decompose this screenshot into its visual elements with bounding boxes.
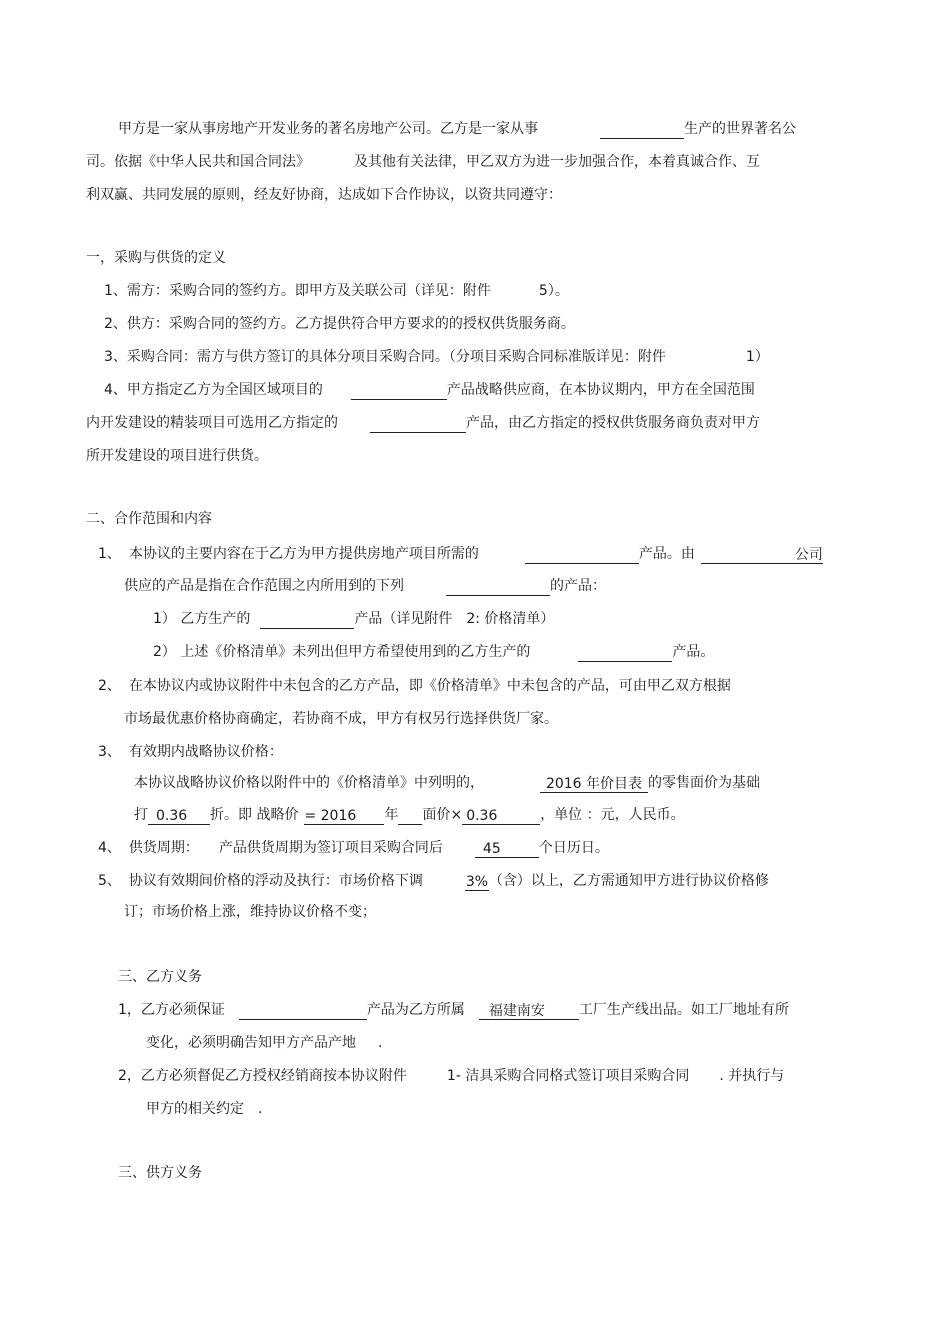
section-heading: 二、合作范围和内容 [86,511,212,527]
blank-field [578,643,672,662]
list-item: 1，乙方必须保证 产品为乙方所属 福建南安 工厂生产线出品。如工厂地址有所 [118,1002,789,1019]
list-item: 2、供方：采购合同的签约方。乙方提供符合甲方要求的的授权供货服务商。 [104,316,575,332]
blank-field [525,545,639,564]
list-item-continuation: 变化，必须明确告知甲方产品产地 . [146,1035,383,1051]
year-field: = 2016 [304,806,384,825]
list-item: 2，乙方必须督促乙方授权经销商按本协议附件 1- 洁具采购合同格式签订项目采购合同 . 并执行与 [118,1068,785,1084]
blank-field [370,414,466,433]
list-item: 2、 在本协议内或协议附件中未包含的乙方产品，即《价格清单》中未包含的产品，可由甲乙双方根据 [98,678,731,694]
price-basis-line: 本协议战略协议价格以附件中的《价格清单》中列明的， 2016 年价目表 的零售面价为基础 [134,775,760,792]
section-heading: 三、乙方义务 [118,969,202,985]
intro-text: 司。依据《中华人民共和国合同法》 [86,154,310,170]
blank-field [351,381,447,400]
list-item-continuation: 供应的产品是指在合作范围之内所用到的下列 的产品： [124,578,606,594]
list-item: 1、需方：采购合同的签约方。即甲方及关联公司（详见：附件 5）。 [104,283,569,299]
list-item-continuation: 甲方的相关约定 . [146,1101,263,1117]
list-item: 4、 供货周期： 产品供货周期为签订项目采购合同后 45 个日历日。 [98,840,609,857]
blank-field [446,577,550,596]
price-list-year-field: 2016 年价目表 [540,774,648,793]
intro-line-2 [86,152,760,172]
list-item-continuation: 内开发建设的精装项目可选用乙方指定的 产品，由乙方指定的授权供货服务商负责对甲方 [86,415,760,431]
factory-location-field: 福建南安 [479,1001,579,1020]
intro-text: 甲方是一家从事房地产开发业务的著名房地产公司。乙方是一家从事 [118,121,538,137]
price-formula-line: 打 0.36 折。即 战略价 = 2016 年 面价× 0.36 ，单位 ：元，人民币。 [134,807,685,824]
delivery-days-field: 45 [475,839,539,858]
list-item-continuation: 市场最优惠价格协商确定，若协商不成，甲方有权另行选择供货厂家。 [124,711,558,727]
intro-line-3: 利双赢、共同发展的原则，经友好协商，达成如下合作协议，以资共同遵守： [86,187,562,203]
list-item: 1、 本协议的主要内容在于乙方为甲方提供房地产项目所需的 产品。由 公司 [98,546,823,563]
intro-text: 生产的世界著名公 [684,121,796,137]
list-item: 5、 协议有效期间价格的浮动及执行：市场价格下调 3%（含）以上，乙方需通知甲方进行协议价格修 [98,873,769,890]
list-item: 4、甲方指定乙方为全国区域项目的 产品战略供应商，在本协议期内，甲方在全国范围 [104,382,755,398]
discount-field: 0.36 [462,806,540,825]
list-item: 3、 有效期内战略协议价格： [98,744,283,760]
section-heading: 一，采购与供货的定义 [86,250,226,266]
blank-field [398,806,422,825]
blank-field [260,610,354,629]
sub-item: 1） 乙方生产的 产品（详见附件 2: 价格清单） [153,611,555,627]
company-field: 公司 [701,545,823,564]
list-item-continuation: 订；市场价格上涨，维持协议价格不变； [124,904,376,920]
threshold-field: 3% [465,874,489,890]
section-heading: 三、供方义务 [118,1165,202,1181]
blank-field [239,1001,367,1020]
list-item-continuation: 所开发建设的项目进行供货。 [86,448,268,464]
blank-field [600,120,684,139]
sub-item: 2） 上述《价格清单》未列出但甲方希望使用到的乙方生产的 产品。 [153,644,715,660]
discount-field: 0.36 [148,806,210,825]
intro-text: 及其他有关法律，甲乙双方为进一步加强合作，本着真诚合作、互 [354,154,760,170]
intro-line-1 [118,119,796,139]
list-item: 3、采购合同：需方与供方签订的具体分项目采购合同。（分项目采购合同标准版详见：附件 1） [104,349,769,365]
